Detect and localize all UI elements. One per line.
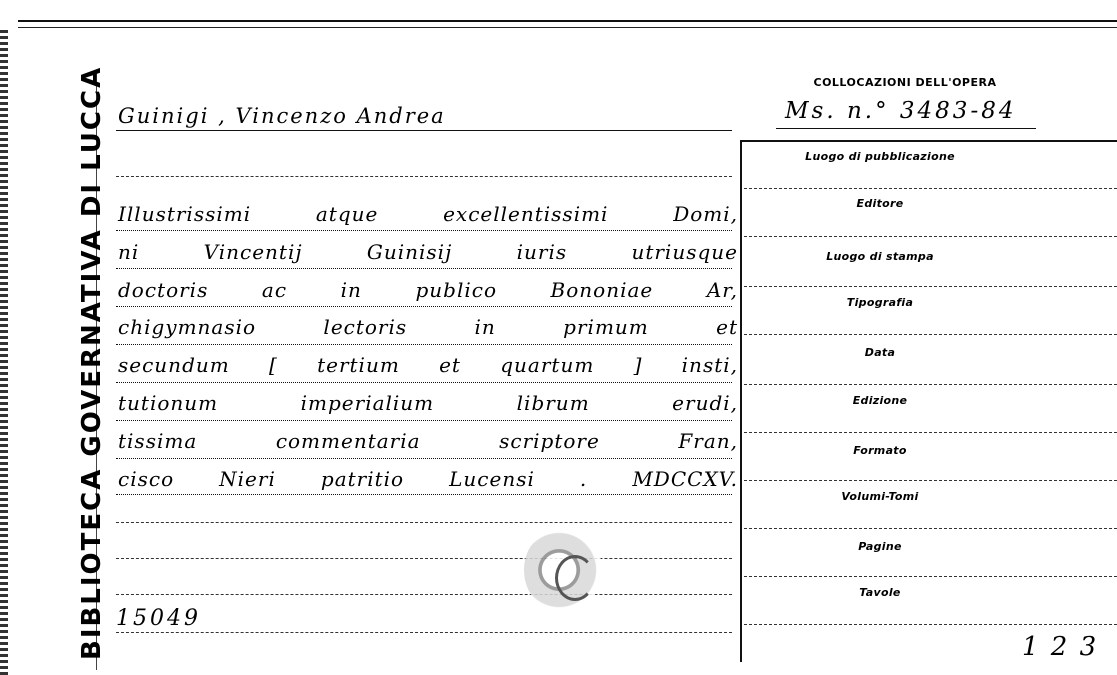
field-line [744,624,1117,625]
top-border-line-inner [18,27,1117,28]
title-line-8: cisco Nieri patritio Lucensi . MDCCXV. [118,466,738,491]
author-name: Guinigi , Vincenzo Andrea [118,104,446,128]
field-line [744,480,1117,481]
field-volumes: Volumi-Tomi [841,490,919,503]
ruled-line [116,306,732,307]
field-pages: Pagine [858,540,902,553]
field-place-of-publication: Luogo di pubblicazione [805,150,955,163]
library-name: BIBLIOTECA GOVERNATIVA DI LUCCA [77,65,107,660]
field-printer: Tipografia [846,296,914,309]
field-publisher: Editore [856,197,904,210]
ruled-line [116,382,732,383]
title-line-6: tutionum imperialium librum erudi, [118,390,738,415]
title-line-5: secundum [ tertium et quartum ] insti, [118,353,738,378]
inventory-number: 15049 [116,606,201,631]
field-line [744,576,1117,577]
corner-number: 1 2 3 [1022,632,1099,662]
ruled-line [116,458,732,459]
title-line-2: ni Vincentij Guinisij iuris utriusque [118,239,738,264]
blank-line [116,594,732,595]
field-plates: Tavole [859,586,901,599]
blank-line [116,176,732,177]
blank-line [116,558,732,559]
field-line [744,286,1117,287]
ruled-line [116,344,732,345]
field-line [744,528,1117,529]
title-line-1: Illustrissimi atque excellentissimi Domi, [118,202,738,226]
inventory-line [116,632,732,633]
blank-line [116,522,732,523]
field-line [744,334,1117,335]
ruled-line [116,268,732,269]
field-line [744,188,1117,189]
field-line [744,236,1117,237]
ruled-line [116,494,732,495]
shelf-mark-underline [776,128,1036,129]
title-line-7: tissima commentaria scriptore Fran, [118,428,738,453]
panel-heading: COLLOCAZIONI DELL'OPERA [813,76,997,89]
shelf-mark: Ms. n.° 3483-84 [785,98,1017,124]
field-line [744,432,1117,433]
field-line [744,384,1117,385]
card-punched-edge [0,30,8,675]
title-line-3: doctoris ac in publico Bononiae Ar, [118,277,738,302]
ruled-line [116,230,732,231]
field-edition: Edizione [852,394,908,407]
title-block [118,204,738,506]
top-border-line [18,20,1117,22]
field-date: Data [864,346,896,359]
field-place-of-printing: Luogo di stampa [826,250,934,263]
author-underline [116,130,732,131]
field-format: Formato [853,444,907,457]
library-stamp-mark [555,555,595,601]
ruled-line [116,420,732,421]
title-line-4: chigymnasio lectoris in primum et [118,315,738,340]
